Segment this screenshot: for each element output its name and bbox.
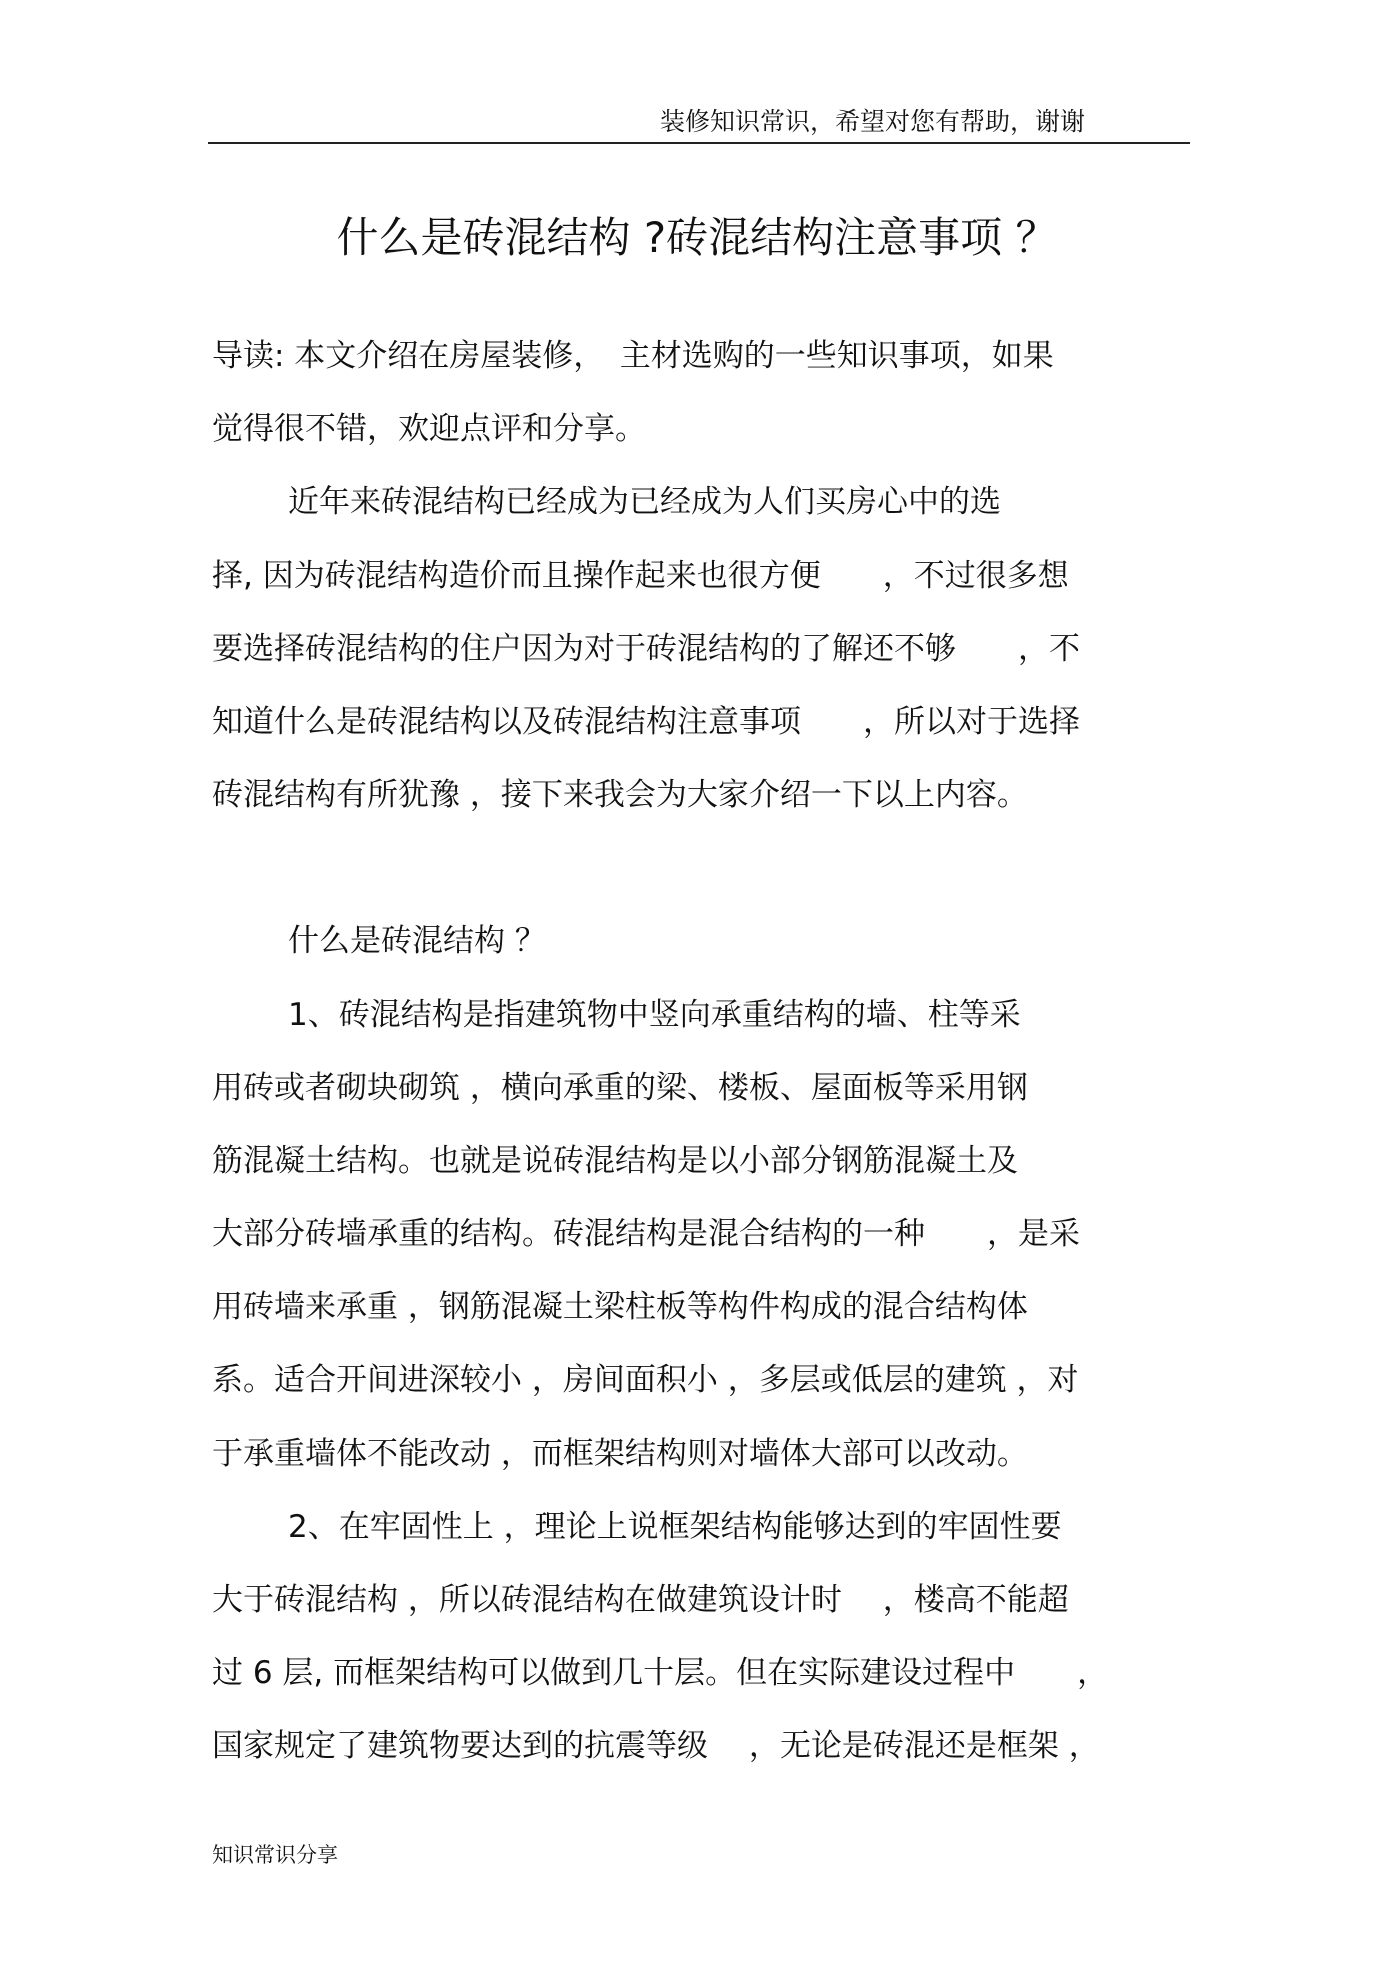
paragraph-line: 用砖墙来承重 ，钢筋混凝土梁柱板等构件构成的混合结构体 [212, 1289, 1028, 1326]
document-title: 什么是砖混结构 ?砖混结构注意事项 ？ [336, 213, 1058, 262]
intro-line-1: 导读: 本文介绍在房屋装修， 主材选购的一些知识事项，如果 [212, 338, 1054, 374]
paragraph-line: 择, 因为砖混结构造价而且操作起来也很方便 ，不过很多想 [212, 557, 1069, 594]
paragraph-line: 要选择砖混结构的住户因为对于砖混结构的了解还不够 ，不 [212, 630, 1080, 667]
paragraph-line: 知道什么是砖混结构以及砖混结构注意事项 ，所以对于选择 [212, 703, 1080, 740]
paragraph-line: 筋混凝土结构。也就是说砖混结构是以小部分钢筋混凝土及 [212, 1142, 1018, 1179]
paragraph-line: 过 6 层, 而框架结构可以做到几十层。但在实际建设过程中 ， [212, 1655, 1109, 1692]
header-divider [208, 142, 1190, 144]
intro-line-2: 觉得很不错，欢迎点评和分享。 [212, 411, 646, 448]
document-body [212, 326, 1202, 1790]
paragraph-line: 大部分砖墙承重的结构。砖混结构是混合结构的一种 ，是采 [212, 1216, 1080, 1253]
paragraph-line: 2、在牢固性上 ，理论上说框架结构能够达到的牢固性要 [288, 1508, 1062, 1545]
paragraph-line: 系。适合开间进深较小 ，房间面积小 ，多层或低层的建筑 ，对 [212, 1362, 1079, 1399]
paragraph-line: 砖混结构有所犹豫 ，接下来我会为大家介绍一下以上内容。 [212, 777, 1028, 814]
paragraph-line: 近年来砖混结构已经成为已经成为人们买房心中的选 [288, 484, 1001, 521]
paragraph-line: 大于砖混结构 ，所以砖混结构在做建筑设计时 ，楼高不能超 [212, 1582, 1069, 1618]
page-header-text: 装修知识常识，希望对您有帮助，谢谢 [660, 107, 1086, 136]
paragraph-line: 1、砖混结构是指建筑物中竖向承重结构的墙、柱等采 [288, 996, 1021, 1033]
page-footer-text: 知识常识分享 [212, 1843, 338, 1867]
paragraph-gap [212, 838, 1202, 911]
section-heading: 什么是砖混结构 ？ [288, 923, 546, 960]
paragraph-line: 用砖或者砌块砌筑 ，横向承重的梁、楼板、屋面板等采用钢 [212, 1069, 1028, 1106]
paragraph-line: 于承重墙体不能改动 ，而框架结构则对墙体大部可以改动。 [212, 1435, 1028, 1472]
paragraph-line: 国家规定了建筑物要达到的抗震等级 ，无论是砖混还是框架 ， [212, 1728, 1100, 1765]
